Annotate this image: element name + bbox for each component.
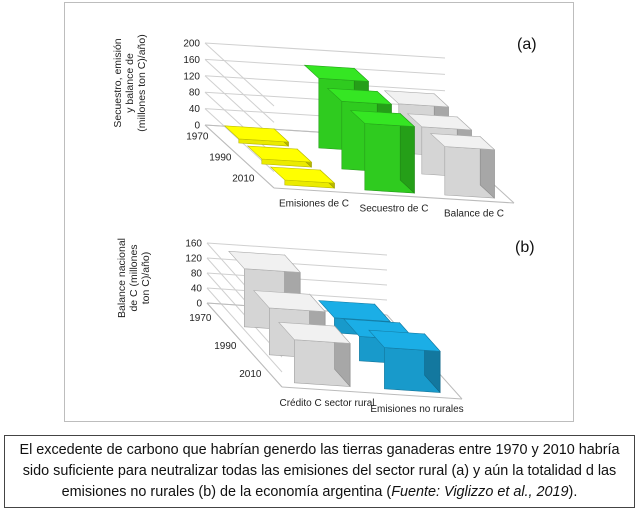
gridline-side xyxy=(205,59,274,122)
bar-emisiones-de-c-2010 xyxy=(271,167,335,188)
y-axis-title xyxy=(112,34,148,131)
figure-caption xyxy=(4,435,635,508)
gridline-back xyxy=(205,43,445,58)
row-label-2010: 2010 xyxy=(239,369,262,380)
row-label-1990: 1990 xyxy=(209,152,232,164)
y-tick-label: 0 xyxy=(194,120,200,132)
y-axis-title-line: de C (millones xyxy=(128,244,140,312)
y-tick-label: 160 xyxy=(185,238,202,250)
y-tick-label: 80 xyxy=(188,87,200,99)
caption-end: ). xyxy=(568,484,578,500)
gridline-back xyxy=(207,258,387,270)
y-tick-label: 120 xyxy=(185,253,202,265)
column-label: Crédito C sector rural xyxy=(279,398,375,409)
gridline-side xyxy=(205,92,274,155)
panel-label: (b) xyxy=(515,239,535,256)
y-axis-title-line: Secuestro, emisión xyxy=(112,38,124,128)
y-tick-label: 200 xyxy=(183,38,200,50)
y-tick-label: 80 xyxy=(190,268,202,280)
figure-frame xyxy=(64,2,574,422)
bar-top-face xyxy=(248,146,312,162)
y-axis-title-line: Balance nacional xyxy=(116,238,128,318)
row-label-1990: 1990 xyxy=(214,341,237,352)
column-label: Emisiones no rurales xyxy=(370,404,464,415)
y-axis-title-line: ton C)/año) xyxy=(140,251,152,305)
y-axis-title-line: y balance de xyxy=(124,53,136,113)
caption-source: Fuente: Viglizzo et al., 2019 xyxy=(391,484,569,500)
y-tick-label: 40 xyxy=(188,104,200,116)
bar-top-face xyxy=(229,251,300,272)
caption-text: El excedente de carbono que habrían generdo las tierras ganaderas entre 1970 y 2010 habría sido suficiente para neutralizar todas las emisiones del sector rural (a) y aún la totalidad d las emisiones no rurales (b) de la economía argentina ( xyxy=(19,442,620,500)
y-tick-label: 160 xyxy=(183,54,200,66)
bar-top-face xyxy=(305,65,369,81)
panel-a-chart xyxy=(112,34,537,219)
bar-top-face xyxy=(271,167,335,183)
column-label: Secuestro de C xyxy=(359,203,429,215)
bar-emisiones-de-c-1970 xyxy=(225,126,289,146)
gridline-side xyxy=(205,43,274,106)
row-label-1970: 1970 xyxy=(186,131,209,143)
column-label: Balance de C xyxy=(443,208,505,220)
bar-top-face xyxy=(225,126,289,142)
row-label-2010: 2010 xyxy=(232,173,255,185)
y-tick-label: 40 xyxy=(190,283,202,295)
y-axis-title-line: (millones ton C)/año) xyxy=(136,34,148,132)
column-label: Emisiones de C xyxy=(278,198,350,210)
panel-b-chart xyxy=(116,238,535,415)
panel-label: (a) xyxy=(517,36,537,53)
row-label-1970: 1970 xyxy=(189,313,212,324)
bar-top-face xyxy=(319,301,390,322)
figure-svg xyxy=(65,3,575,423)
y-tick-label: 0 xyxy=(196,298,202,310)
y-tick-label: 120 xyxy=(183,71,200,83)
y-axis-title xyxy=(116,238,152,318)
